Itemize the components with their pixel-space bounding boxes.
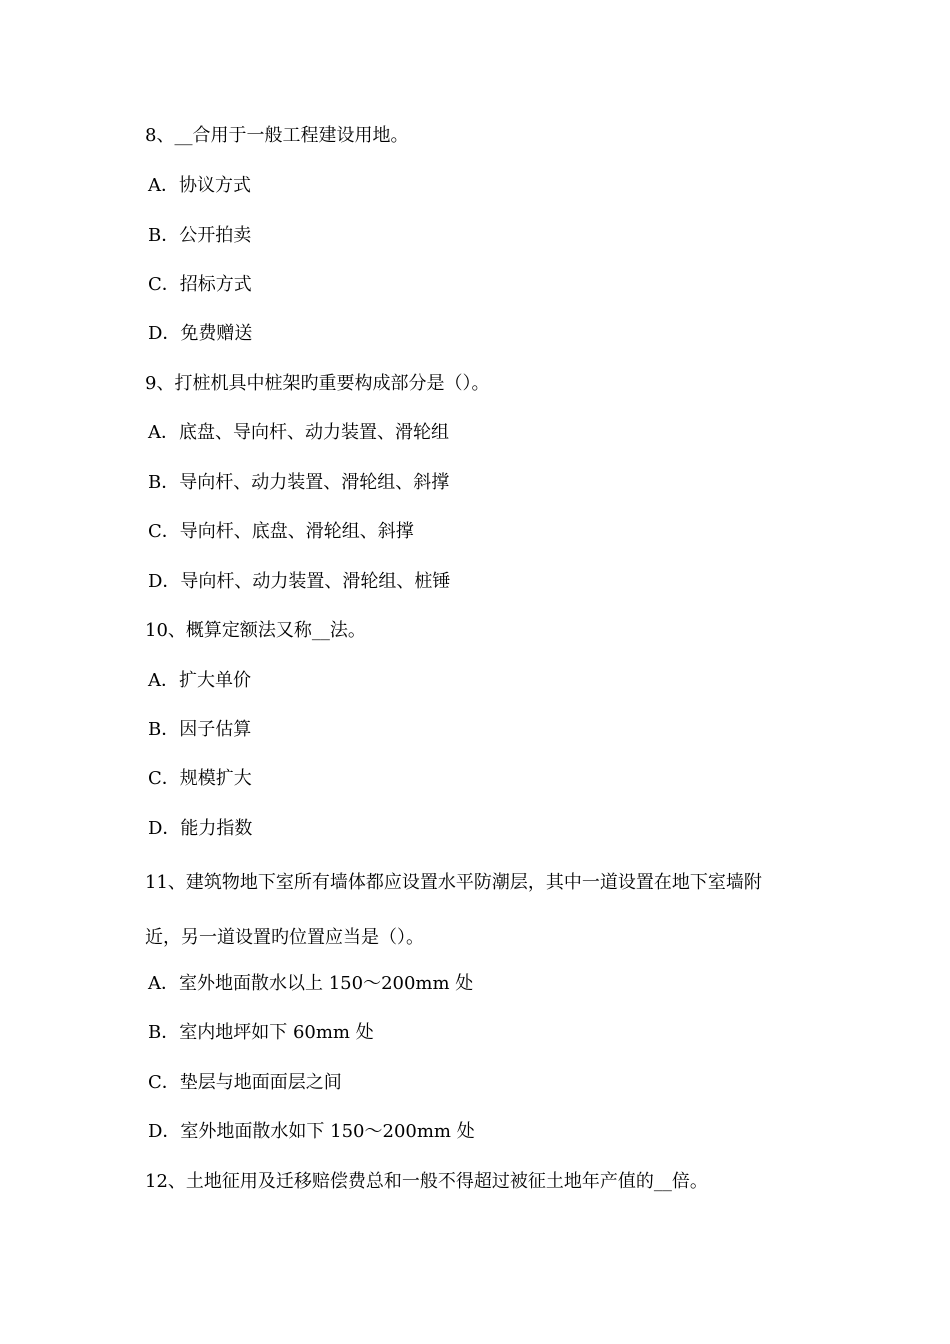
question-11-option-d: D．室外地面散水如下 150～200mm 处: [148, 1121, 475, 1142]
question-9-stem: 9、打桩机具中桩架旳重要构成部分是（）。: [145, 373, 490, 394]
question-8-option-a: A．协议方式: [148, 175, 251, 196]
question-10-stem: 10、概算定额法又称__法。: [145, 620, 366, 641]
question-8-option-d: D．免费赠送: [148, 323, 253, 344]
question-9-option-c: C．导向杆、底盘、滑轮组、斜撑: [148, 521, 414, 542]
question-11-option-c: C．垫层与地面面层之间: [148, 1072, 342, 1093]
question-8-option-c: C．招标方式: [148, 274, 252, 295]
question-9-option-d: D．导向杆、动力装置、滑轮组、桩锤: [148, 571, 451, 592]
question-11-stem-line-2: 近，另一道设置旳位置应当是（）。: [145, 927, 424, 948]
question-11-option-b: B．室内地坪如下 60mm 处: [148, 1022, 374, 1043]
question-9-option-b: B．导向杆、动力装置、滑轮组、斜撑: [148, 472, 450, 493]
question-10-option-c: C．规模扩大: [148, 768, 252, 789]
question-8-option-b: B．公开拍卖: [148, 225, 252, 246]
question-9-option-a: A．底盘、导向杆、动力装置、滑轮组: [148, 422, 449, 443]
question-8-stem: 8、__合用于一般工程建设用地。: [145, 125, 409, 146]
question-11-option-a: A．室外地面散水以上 150～200mm 处: [148, 973, 474, 994]
question-10-option-a: A．扩大单价: [148, 670, 251, 691]
question-11-stem-line-1: 11、建筑物地下室所有墙体都应设置水平防潮层，其中一道设置在地下室墙附: [145, 872, 762, 893]
question-12-stem: 12、土地征用及迁移赔偿费总和一般不得超过被征土地年产值的__倍。: [145, 1171, 708, 1192]
question-10-option-b: B．因子估算: [148, 719, 252, 740]
question-10-option-d: D．能力指数: [148, 818, 253, 839]
